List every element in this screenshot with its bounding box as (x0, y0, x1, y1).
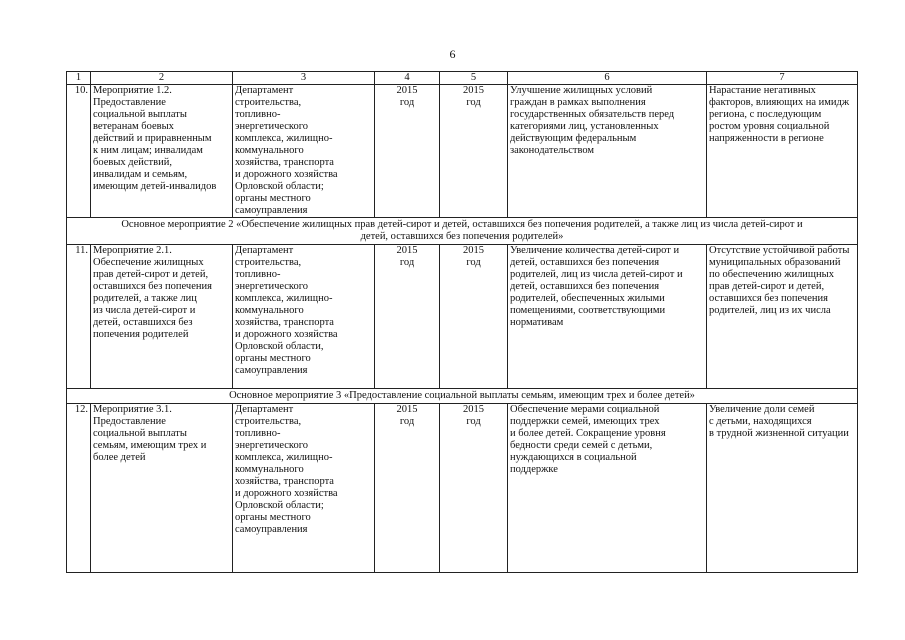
section-row (67, 389, 858, 404)
header-cell: 4 (375, 72, 440, 85)
text-line: в трудной жизненной ситуации (709, 428, 849, 439)
text-line: строительства, (235, 257, 302, 268)
text-line: год (399, 416, 415, 427)
text-line: строительства, (235, 97, 302, 108)
text-line: хозяйства, транспорта (235, 476, 334, 487)
text-line: год (466, 257, 481, 268)
text-line: действующим федеральным (510, 133, 637, 144)
text-line: родителей, обеспеченных жилыми (510, 293, 665, 304)
text-line: 2015 (463, 245, 484, 256)
text-line: детей, оставшихся без попечения (510, 257, 660, 268)
text-line: органы местного (235, 512, 311, 523)
consequence-cell (707, 245, 858, 389)
executor-cell (233, 85, 375, 218)
text-line: Орловской области, (235, 341, 324, 352)
text-line: хозяйства, транспорта (235, 317, 334, 328)
text-line: категориями лиц, установленных (510, 121, 659, 132)
text-line: помещениями, соответствующими (510, 305, 666, 316)
text-line: энергетического (235, 121, 309, 132)
text-line: 2015 (396, 85, 418, 96)
text-line: детей, оставшихся без (93, 317, 193, 328)
text-line: семьям, имеющим трех и (93, 440, 207, 451)
text-line: Мероприятие 2.1. (93, 245, 172, 256)
measure-cell (91, 85, 233, 218)
result-cell (508, 85, 707, 218)
text-line: родителей, лиц из числа детей-сирот и (510, 269, 683, 280)
text-line: Департамент (235, 404, 294, 415)
text-line: 2015 (463, 404, 484, 415)
header-cell: 6 (508, 72, 707, 85)
executor-cell (233, 404, 375, 573)
text-line: топливно- (235, 109, 281, 120)
text-line: 2015 (396, 404, 418, 415)
row-number: 11. (67, 245, 91, 389)
text-line: энергетического (235, 281, 309, 292)
text-line: комплекса, жилищно- (235, 293, 333, 304)
text-line: Увеличение количества детей-сирот и (510, 245, 680, 256)
text-line: ветеранам боевых (93, 121, 174, 132)
header-cell: 2 (91, 72, 233, 85)
text-line: детей, оставшихся без попечения (510, 281, 660, 292)
text-line: Орловской области; (235, 181, 324, 192)
measures-table (66, 71, 858, 573)
table-row (67, 404, 858, 573)
text-line: родителей, лиц из их числа (709, 305, 831, 316)
text-line: топливно- (235, 428, 281, 439)
text-line: поддержки семей, имеющих трех (510, 416, 660, 427)
text-line: Мероприятие 3.1. (93, 404, 172, 415)
text-line: и более детей. Сокращение уровня (510, 428, 666, 439)
section-title (67, 389, 858, 404)
text-line: Основное мероприятие 3 «Предоставление социальной выплаты семьям, имеющим трех и более детей» (229, 390, 695, 401)
text-line: бедности среди семей с детьми, (510, 440, 653, 451)
text-line: 2015 (463, 85, 484, 96)
text-line: Мероприятие 1.2. (93, 85, 172, 96)
text-line: ростом уровня социальной (709, 121, 830, 132)
page-number: 6 (449, 47, 456, 61)
text-line: из числа детей-сирот и (93, 305, 196, 316)
text-line: год (466, 97, 481, 108)
text-line: самоуправления (235, 365, 308, 376)
end-year-cell (440, 85, 508, 218)
text-line: год (399, 97, 415, 108)
text-line: строительства, (235, 416, 302, 427)
text-line: 2015 (396, 245, 418, 256)
text-line: оставшихся без попечения (709, 293, 828, 304)
text-line: по обеспечению жилищных (709, 269, 834, 280)
text-line: коммунального (235, 464, 304, 475)
text-line: комплекса, жилищно- (235, 133, 333, 144)
row-number: 10. (67, 85, 91, 218)
header-cell: 1 (67, 72, 91, 85)
table-row (67, 245, 858, 389)
text-line: нормативам (510, 317, 564, 328)
text-line: нуждающихся в социальной (510, 452, 637, 463)
text-line: социальной выплаты (93, 428, 187, 439)
text-line: боевых действий, (93, 157, 172, 168)
result-cell (508, 404, 707, 573)
text-line: и дорожного хозяйства (235, 169, 338, 180)
text-line: оставшихся без попечения (93, 281, 212, 292)
text-line: с детьми, находящихся (709, 416, 812, 427)
text-line: Департамент (235, 245, 294, 256)
text-line: родителей, а также лиц (93, 293, 197, 304)
text-line: самоуправления (235, 524, 308, 535)
text-line: имеющим детей-инвалидов (93, 181, 217, 192)
text-line: комплекса, жилищно- (235, 452, 333, 463)
result-cell (508, 245, 707, 389)
text-line: топливно- (235, 269, 281, 280)
executor-cell (233, 245, 375, 389)
measure-cell (91, 404, 233, 573)
text-line: Предоставление (93, 416, 166, 427)
text-line: прав детей-сирот и детей, (93, 269, 209, 280)
start-year-cell (375, 85, 440, 218)
text-line: коммунального (235, 145, 304, 156)
consequence-cell (707, 85, 858, 218)
table-header-row (67, 72, 858, 85)
text-line: Увеличение доли семей (709, 404, 815, 415)
text-line: Улучшение жилищных условий (510, 85, 653, 96)
text-line: Предоставление (93, 97, 166, 108)
consequence-cell (707, 404, 858, 573)
text-line: хозяйства, транспорта (235, 157, 334, 168)
text-line: к ним лицам; инвалидам (93, 145, 203, 156)
text-line: попечения родителей (93, 329, 189, 340)
text-line: поддержке (510, 464, 558, 475)
text-line: напряженности в регионе (709, 133, 824, 144)
text-line: Основное мероприятие 2 «Обеспечение жилищных прав детей-сирот и детей, оставшихся без попечения родителей, а также лиц из числа детей-сирот и (121, 219, 803, 230)
text-line: действий и приравненным (93, 133, 212, 144)
text-line: Обеспечение жилищных (93, 257, 204, 268)
end-year-cell (440, 245, 508, 389)
text-line: энергетического (235, 440, 309, 451)
start-year-cell (375, 404, 440, 573)
text-line: органы местного (235, 193, 311, 204)
text-line: и дорожного хозяйства (235, 329, 338, 340)
text-line: Обеспечение мерами социальной (510, 404, 660, 415)
measure-cell (91, 245, 233, 389)
text-line: законодательством (510, 145, 595, 156)
text-line: самоуправления (235, 205, 308, 216)
header-cell: 7 (707, 72, 858, 85)
text-line: прав детей-сирот и детей, (709, 281, 825, 292)
text-line: региона, с последующим (709, 109, 822, 120)
text-line: детей, оставшихся без попечения родителей» (360, 231, 564, 242)
section-title (67, 218, 858, 245)
text-line: государственных обязательств перед (510, 109, 675, 120)
text-line: муниципальных образований (709, 257, 841, 268)
text-line: Нарастание негативных (709, 85, 816, 96)
text-line: коммунального (235, 305, 304, 316)
text-line: граждан в рамках выполнения (510, 97, 646, 108)
text-line: и дорожного хозяйства (235, 488, 338, 499)
end-year-cell (440, 404, 508, 573)
row-number: 12. (67, 404, 91, 573)
text-line: инвалидам и семьям, (93, 169, 188, 180)
text-line: Департамент (235, 85, 294, 96)
text-line: более детей (93, 452, 146, 463)
text-line: Орловской области; (235, 500, 324, 511)
text-line: Отсутствие устойчивой работы (709, 245, 850, 256)
text-line: социальной выплаты (93, 109, 187, 120)
text-line: год (399, 257, 415, 268)
text-line: год (466, 416, 481, 427)
header-cell: 3 (233, 72, 375, 85)
header-cell: 5 (440, 72, 508, 85)
start-year-cell (375, 245, 440, 389)
table-row (67, 85, 858, 218)
section-row (67, 218, 858, 245)
text-line: органы местного (235, 353, 311, 364)
text-line: факторов, влияющих на имидж (709, 97, 850, 108)
